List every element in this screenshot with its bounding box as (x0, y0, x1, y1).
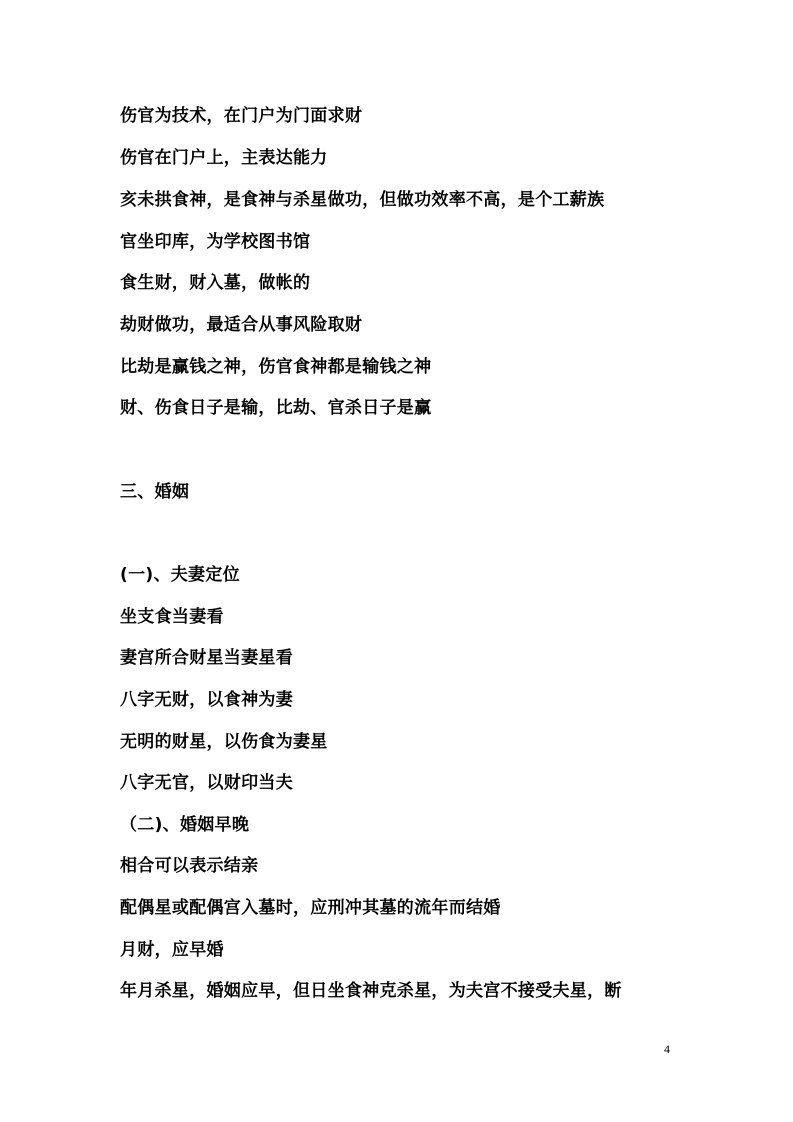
section-heading: 三、婚姻 (120, 482, 190, 502)
subsection-heading: （二)、婚姻早晚 (120, 815, 250, 835)
text-line: 伤官为技术，在门户为门面求财 (120, 106, 363, 126)
text-line: 官坐印库，为学校图书馆 (120, 232, 311, 252)
text-line: 相合可以表示结亲 (120, 856, 259, 876)
text-line: 食生财，财入墓，做帐的 (120, 273, 311, 293)
page-number: 4 (664, 1042, 670, 1056)
text-line: 无明的财星，以伤食为妻星 (120, 732, 328, 752)
text-line: 八字无官，以财印当夫 (120, 773, 293, 793)
text-line: 八字无财，以食神为妻 (120, 690, 293, 710)
text-line: 比劫是赢钱之神，伤官食神都是输钱之神 (120, 357, 432, 377)
text-line: 月财，应早婚 (120, 940, 224, 960)
subsection-heading: (一)、夫妻定位 (120, 565, 240, 585)
text-line: 年月杀星，婚姻应早，但日坐食神克杀星，为夫宫不接受夫星，断 (120, 981, 622, 1001)
text-line: 配偶星或配偶宫入墓时，应刑冲其墓的流年而结婚 (120, 898, 501, 918)
text-line: 亥未拱食神，是食神与杀星做功，但做功效率不高，是个工薪族 (120, 190, 605, 210)
text-line: 妻宫所合财星当妻星看 (120, 648, 293, 668)
text-line: 财、伤食日子是输，比劫、官杀日子是赢 (120, 398, 432, 418)
text-line: 劫财做功，最适合从事风险取财 (120, 315, 363, 335)
text-line: 伤官在门户上，主表达能力 (120, 148, 328, 168)
text-line: 坐支食当妻看 (120, 607, 224, 627)
